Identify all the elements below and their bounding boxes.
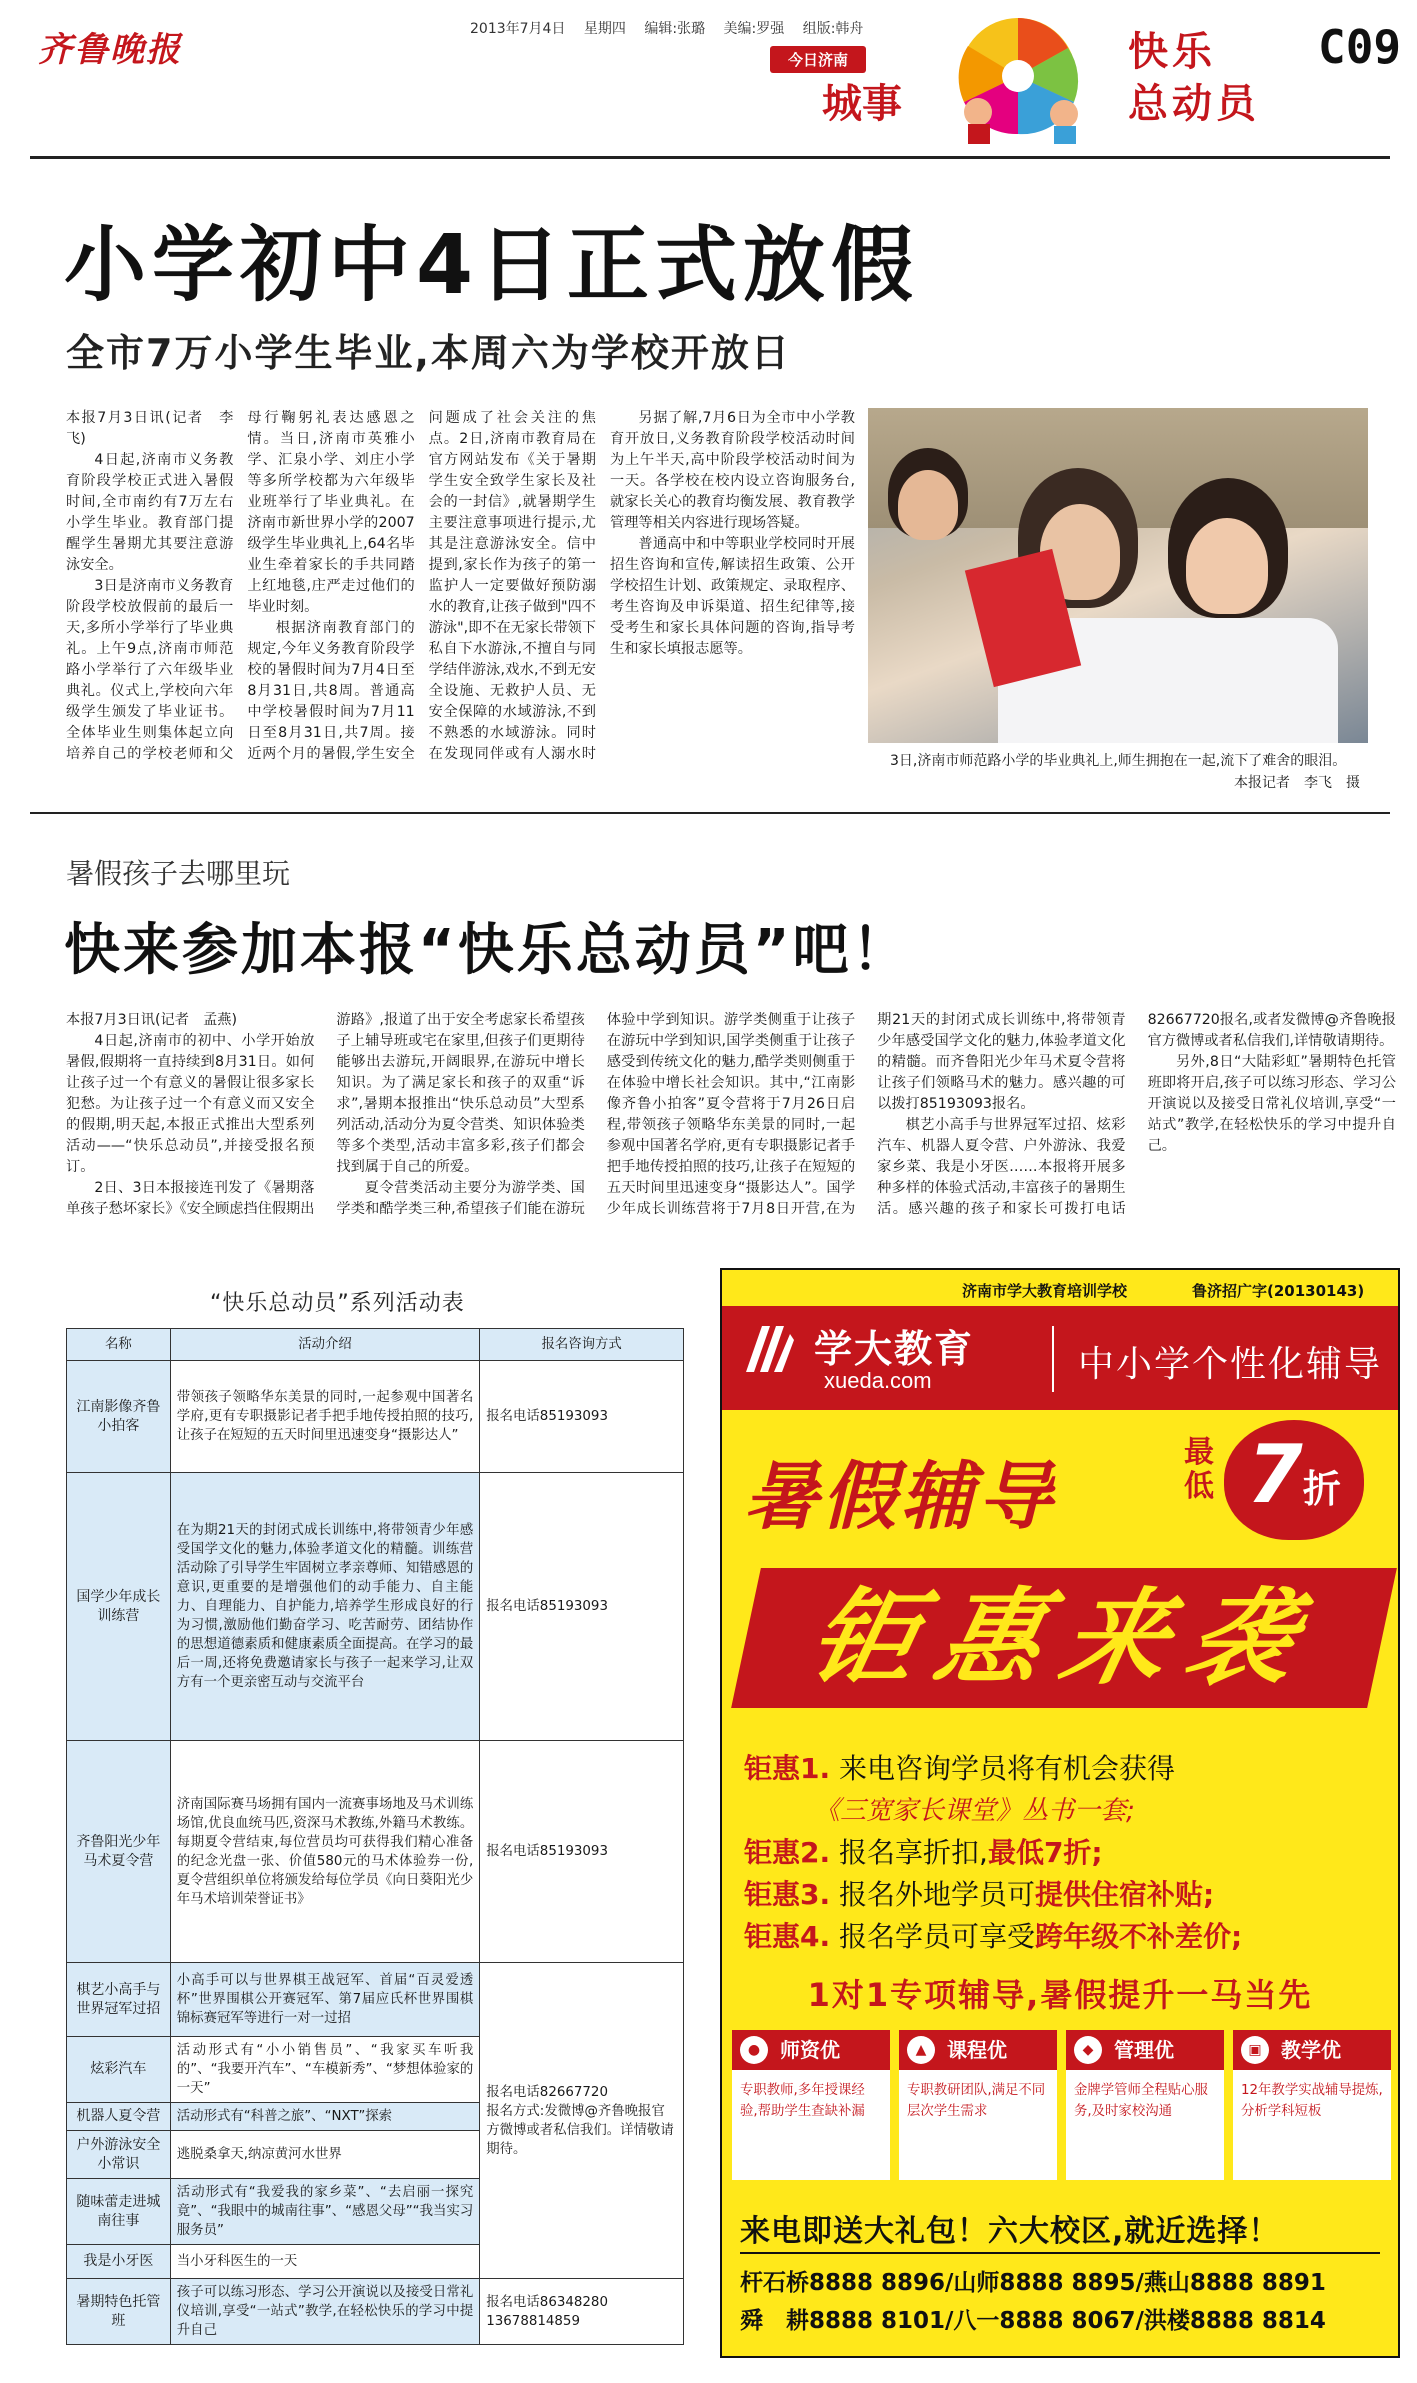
activity-contact: 报名电话85193093 <box>480 1741 684 1963</box>
activity-name: 棋艺小高手与世界冠军过招 <box>67 1963 171 2037</box>
ad-gift-line: 来电即送大礼包！六大校区,就近选择！ <box>740 2214 1280 2249</box>
ad-brand-separator <box>1052 1326 1054 1392</box>
story1-paragraph: 3日是济南市义务教育阶段学校放假前的最后一天,多所小学举行了毕业典礼。上午9点,济南市师范路小学举行了六年级毕业典礼。仪式上,学校向六年级学生颁发了毕业证书。全体毕业生则集体起立向培养自己的学校老师和父母行鞠躬礼表达感恩之情。当日,济南市英雅小学、汇泉小学、刘庄小学等多所学校都为六年级毕业班举行了毕业典礼。在济南市新世界小学的2007级学生毕业典礼上,64名毕业生牵着家长的手共同踏上红地毯,庄严走过他们的毕业时刻。 <box>66 410 415 762</box>
ad-phones-line-1: 杆石桥8888 8896/山师8888 8895/燕山8888 8891 <box>740 2270 1326 2296</box>
activity-desc: 逃脱桑拿天,纳凉黄河水世界 <box>170 2131 479 2179</box>
story2-paragraph: 4日起,济南市的初中、小学开始放暑假,假期将一直持续到8月31日。如何让孩子过一个有意义的暑假让很多家长犯愁。为让孩子过一个有意义而又安全的假期,明天起,本报正式推出大型系列活动——“快乐总动员”,并接受报名预订。 <box>66 1033 315 1175</box>
issue-editor: 编辑:张璐 <box>644 21 706 37</box>
activity-name: 我是小牙医 <box>67 2245 171 2279</box>
city-tag: 今日济南 <box>770 46 866 73</box>
ad-offer-key: 钜惠1. <box>744 1752 831 1785</box>
ad-card-body: 专职教师,多年授课经验,帮助学生查缺补漏 <box>732 2070 890 2180</box>
ad-offer-sub: 《三宽家长课堂》丛书一套; <box>814 1796 1135 1826</box>
issue-layout: 组版:韩舟 <box>802 21 864 37</box>
column-name-line-2: 总动员 <box>1128 81 1260 127</box>
table-row <box>67 1741 684 1963</box>
section-name: 城事 <box>822 81 902 127</box>
ad-offer-key: 钜惠3. <box>744 1878 831 1911</box>
column-name-line-1: 快乐 <box>1128 29 1216 75</box>
ad-card-title: 课程优 <box>947 2038 1007 2062</box>
table-header-row <box>67 1329 684 1361</box>
people-icon: ● <box>740 2036 768 2064</box>
ad-card-teaching <box>1233 2030 1391 2180</box>
ad-card-title: 师资优 <box>780 2038 840 2062</box>
table-row <box>67 1963 684 2037</box>
ad-card-header <box>732 2030 890 2070</box>
column-name <box>1128 26 1260 130</box>
table-row <box>67 2279 684 2345</box>
ad-card-teachers <box>732 2030 890 2180</box>
xueda-advertisement <box>720 1268 1400 2358</box>
story2-paragraph: 2日、3日本报接连刊发了《暑期落单孩子愁坏家长》《安全顾虑挡住假期出游路》,报道了出于安全考虑家长希望孩子上辅导班或宅在家里,但孩子们更期待能够出去游玩,开阔眼界,在游玩中增长知识。为了满足家长和孩子的双重“诉求”,暑期本报推出“快乐总动员”大型系列活动,活动分为夏令营类、知识体验类等多个类型,活动丰富多彩,孩子们都会找到属于自己的所爱。 <box>66 1012 585 1217</box>
story1-paragraph: 另据了解,7月6日为全市中小学教育开放日,义务教育阶段学校活动时间为上午半天,高中阶段学校活动时间为一天。各学校在校内设立咨询服务台,就家长关心的教育均衡发展、教育教学管理等相关内容进行现场答疑。 <box>610 410 855 531</box>
ad-card-body: 金牌学管师全程贴心服务,及时家校沟通 <box>1066 2070 1224 2180</box>
story2-paragraph: 另外,8日“大陆彩虹”暑期特色托管班即将开启,孩子可以练习形态、学习公开演说以及接受日常礼仪培训,享受“一站式”教学,在轻松快乐的学习中提升自己。 <box>1147 1054 1396 1154</box>
calendar-icon: ▣ <box>1241 2036 1269 2064</box>
ad-feature-cards <box>732 2030 1392 2180</box>
xueda-badge-icon: ◆ <box>1074 2036 1102 2064</box>
activity-name: 随味蕾走进城南往事 <box>67 2179 171 2245</box>
activity-contact: 报名电话86348280 13678814859 <box>480 2279 684 2345</box>
ad-offer-key: 钜惠4. <box>744 1920 831 1953</box>
ad-discount-number: 7 <box>1247 1428 1303 1521</box>
activity-name: 江南影像齐鲁小拍客 <box>67 1361 171 1473</box>
story2-kicker: 暑假孩子去哪里玩 <box>66 857 291 890</box>
story1-paragraph: 4日起,济南市义务教育阶段学校正式进入暑假时间,全市南约有7万左右小学生毕业。教育部门提醒学生暑期尤其要注意游泳安全。 <box>66 452 234 573</box>
ad-offer-item <box>744 1874 1384 1916</box>
ad-offer-highlight: 最低7折; <box>987 1836 1103 1869</box>
table-header-name: 名称 <box>67 1329 171 1361</box>
story1-subhead: 全市7万小学生毕业,本周六为学校开放日 <box>66 331 791 375</box>
activity-table <box>66 1328 684 2345</box>
ad-offer-text: 报名学员可享受 <box>839 1920 1036 1953</box>
ad-card-header <box>899 2030 1057 2070</box>
ad-discount-value <box>1224 1420 1364 1540</box>
table-row <box>67 1361 684 1473</box>
activity-contact-shared <box>480 1963 684 2279</box>
photo-caption <box>890 750 1360 794</box>
ad-discount-prefix: 最低 <box>1184 1435 1214 1504</box>
ad-brand-name: 学大教育 <box>814 1327 975 1371</box>
story1-paragraph: 普通高中和中等职业学校同时开展招生咨询和宣传,解读招生政策、公开学校招生计划、政策规定、录取程序、考生咨询及申诉渠道、招生纪律等,接受考生和家长具体问题的咨询,指导考生和家长填报志愿等。 <box>610 536 855 657</box>
ad-card-header <box>1066 2030 1224 2070</box>
ad-offer-text: 报名外地学员可 <box>839 1878 1036 1911</box>
photo-caption-text: 3日,济南市师范路小学的毕业典礼上,师生拥抱在一起,流下了难舍的眼泪。 <box>890 753 1347 769</box>
story2-headline: 快来参加本报“快乐总动员”吧！ <box>64 918 911 983</box>
ad-offers-list <box>744 1748 1384 1958</box>
story1-body <box>66 408 596 783</box>
ad-one-to-one: 1对1专项辅导,暑假提升一马当先 <box>807 1976 1313 2014</box>
photo-figure-student-face <box>1186 518 1268 614</box>
story2-paragraph: 棋艺小高手与世界冠军过招、炫彩汽车、机器人夏令营、户外游泳、我爱家乡菜、我是小牙医……本报将开展多种多样的体验式活动,丰富孩子的暑期生活。感兴趣的孩子和家长可拨打电话82667720报名,或者发微博@齐鲁晚报官方微博或者私信我们,详情敬请期待。 <box>877 1012 1396 1217</box>
issue-date: 2013年7月4日 <box>470 21 566 37</box>
ad-card-title: 管理优 <box>1114 2038 1174 2062</box>
activity-desc: 活动形式有“科普之旅”、“NXT”探索 <box>170 2103 479 2131</box>
happy-mobilization-logo-icon <box>948 6 1098 146</box>
ad-brand-url: xueda.com <box>824 1368 932 1393</box>
activity-contact-phone: 报名电话82667720 <box>486 2084 608 2100</box>
ad-big-slogan: 钜惠来袭 <box>731 1568 1397 1708</box>
activity-desc: 孩子可以练习形态、学习公开演说以及接受日常礼仪培训,享受“一站式”教学,在轻松快乐的学习中提升自己 <box>170 2279 479 2345</box>
activity-name: 国学少年成长训练营 <box>67 1473 171 1741</box>
story1-body-continued <box>610 408 855 783</box>
masthead-rule <box>30 156 1390 159</box>
ad-gift-rule <box>740 2252 1380 2254</box>
activity-name: 齐鲁阳光少年马术夏令营 <box>67 1741 171 1963</box>
ad-card-body: 专职教研团队,满足不同层次学生需求 <box>899 2070 1057 2180</box>
ad-offer-item <box>744 1916 1384 1958</box>
ad-card-body: 12年教学实战辅导提炼,分析学科短板 <box>1233 2070 1391 2180</box>
table-row <box>67 1473 684 1741</box>
ad-discount-badge <box>1184 1420 1374 1540</box>
page-number: C09 <box>1318 20 1402 74</box>
activity-desc: 在为期21天的封闭式成长训练中,将带领青少年感受国学文化的魅力,体验孝道文化的精髓。训练营活动除了引导学生牢固树立孝亲尊师、知错感恩的意识,更重要的是增强他们的动手能力、自主能力、自理能力、自护能力,培养学生形成良好的行为习惯,激励他们勤奋学习、吃苦耐劳、团结协作的思想道德素质和健康素质全面提高。在学习的最后一周,还将免费邀请家长与孩子一起来学习,让双方有一个更亲密互动与交流平台 <box>170 1473 479 1741</box>
issue-designer: 美编:罗强 <box>723 21 785 37</box>
activity-table-title: “快乐总动员”系列活动表 <box>210 1291 465 1316</box>
activity-contact: 报名电话85193093 <box>480 1473 684 1741</box>
ad-card-management <box>1066 2030 1224 2180</box>
story1-headline: 小学初中4日正式放假 <box>64 218 920 313</box>
issue-line <box>470 18 877 38</box>
ad-brand-slogan: 中小学个性化辅导 <box>1078 1344 1383 1385</box>
activity-name: 机器人夏令营 <box>67 2103 171 2131</box>
issue-weekday: 星期四 <box>583 21 626 37</box>
xueda-logo-icon <box>740 1320 798 1378</box>
story1-dateline: 本报7月3日讯(记者 李飞) <box>66 410 234 447</box>
photo-credit: 本报记者 李飞 摄 <box>1234 775 1360 791</box>
ad-offer-item <box>744 1832 1384 1874</box>
ad-offer-highlight: 跨年级不补差价; <box>1035 1920 1243 1953</box>
ad-offer-key: 钜惠2. <box>744 1836 831 1869</box>
table-header-contact: 报名咨询方式 <box>480 1329 684 1361</box>
ad-card-header <box>1233 2030 1391 2070</box>
activity-name: 暑期特色托管班 <box>67 2279 171 2345</box>
ad-permit: 鲁济招广字(20130143) <box>1192 1282 1365 1300</box>
ad-phones-line-2: 舜 耕8888 8101/八一8888 8067/洪楼8888 8814 <box>740 2308 1326 2334</box>
activity-contact: 报名电话85193093 <box>480 1361 684 1473</box>
activity-name: 户外游泳安全小常识 <box>67 2131 171 2179</box>
ad-headline: 暑假辅导 <box>744 1454 1056 1540</box>
ad-offer-item <box>744 1748 1384 1790</box>
ad-card-courses <box>899 2030 1057 2180</box>
ad-card-title: 教学优 <box>1281 2038 1341 2062</box>
ad-offer-text: 报名享折扣, <box>839 1836 988 1869</box>
story2-dateline: 本报7月3日讯(记者 孟燕) <box>66 1012 237 1028</box>
activity-desc: 当小牙科医生的一天 <box>170 2245 479 2279</box>
photo-figure-child-face <box>898 470 958 540</box>
section-divider <box>30 812 1390 814</box>
activity-desc: 带领孩子领略华东美景的同时,一起参观中国著名学府,更有专职摄影记者手把手地传授拍照的技巧,让孩子在短短的五天时间里迅速变身“摄影达人” <box>170 1361 479 1473</box>
activity-desc: 活动形式有“小小销售员”、“我家买车听我的”、“我要开汽车”、“车模新秀”、“梦想体验家的一天” <box>170 2037 479 2103</box>
ad-discount-unit: 折 <box>1302 1467 1341 1511</box>
story1-paragraph: 根据济南教育部门的规定,今年义务教育阶段学校的暑假时间为7月4日至8月31日,共8周。普通高中学校暑假时间为7月11日至8月31日,共7周。接近两个月的暑假,学生安全问题成了社会关注的焦点。2日,济南市教育局在官方网站发布《关于暑期学生安全致学生家长及社会的一封信》,就暑期学生主要注意事项进行提示,尤其是注意游泳安全。信中提到,家长作为孩子的第一监护人一定要做好预防溺水的教育,让孩子做到"四不游泳",即不在无家长带领下私自下水游泳,不擅自与同学结伴游泳,戏水,不到无安全设施、无救护人员、无安全保障的水域游泳,不到不熟悉的水域游泳。同时在发现同伴或有人溺水时 <box>247 410 596 762</box>
ad-offer-highlight: 提供住宿补贴; <box>1035 1878 1215 1911</box>
graduation-cap-icon: ▲ <box>907 2036 935 2064</box>
activity-contact-weibo: 报名方式:发微博@齐鲁晚报官方微博或者私信我们。详情敬请期待。 <box>486 2103 674 2157</box>
ad-school-name: 济南市学大教育培训学校 <box>962 1282 1128 1300</box>
ad-topbar <box>722 1270 1398 1306</box>
masthead <box>0 0 1417 160</box>
table-header-desc: 活动介绍 <box>170 1329 479 1361</box>
activity-desc: 济南国际赛马场拥有国内一流赛事场地及马术训练场馆,优良血统马匹,资深马术教练,外籍马术教练。每期夏令营结束,每位营员均可获得我们精心准备的纪念光盘一张、价值580元的马术体验券一份,夏令营组织单位将颁发给每位学员《向日葵阳光少年马术培训荣誉证书》 <box>170 1741 479 1963</box>
graduation-photo <box>868 408 1368 743</box>
paper-name: 齐鲁晚报 <box>38 30 182 70</box>
story2-paragraph: 夏令营类活动主要分为游学类、国学类和酷学类三种,希望孩子们能在游玩体验中学到知识。游学类侧重于让孩子在游玩中学到知识,国学类侧重于让孩子感受到传统文化的魅力,酷学类则侧重于在体验中增长社会知识。其中,“江南影像齐鲁小拍客”夏令营将于7月26日启程,带领孩子领略华东美景的同时,一起参观中国著名学府,更有专职摄影记者手把手地传授拍照的技巧,让孩子在短短的五天时间里迅速变身“摄影达人”。国学少年成长训练营将于7月8日开营,在为期21天的封闭式成长训练中,将带领青少年感受国学文化的魅力,体验孝道文化的精髓。而齐鲁阳光少年马术夏令营将让孩子们领略马术的魅力。感兴趣的可以拨打85193093报名。 <box>336 1012 1126 1217</box>
ad-offer-text: 来电咨询学员将有机会获得 <box>839 1752 1176 1785</box>
story2-body <box>66 1010 1396 1250</box>
activity-desc: 活动形式有“我爱我的家乡菜”、“去启丽一探究竟”、“我眼中的城南往事”、“感恩父母”“我当实习服务员” <box>170 2179 479 2245</box>
ad-phone-list <box>740 2264 1390 2340</box>
activity-name: 炫彩汽车 <box>67 2037 171 2103</box>
activity-desc: 小高手可以与世界棋王战冠军、首届“百灵爱透杯”世界围棋公开赛冠军、第7届应氏杯世界围棋锦标赛冠军等进行一对一过招 <box>170 1963 479 2037</box>
